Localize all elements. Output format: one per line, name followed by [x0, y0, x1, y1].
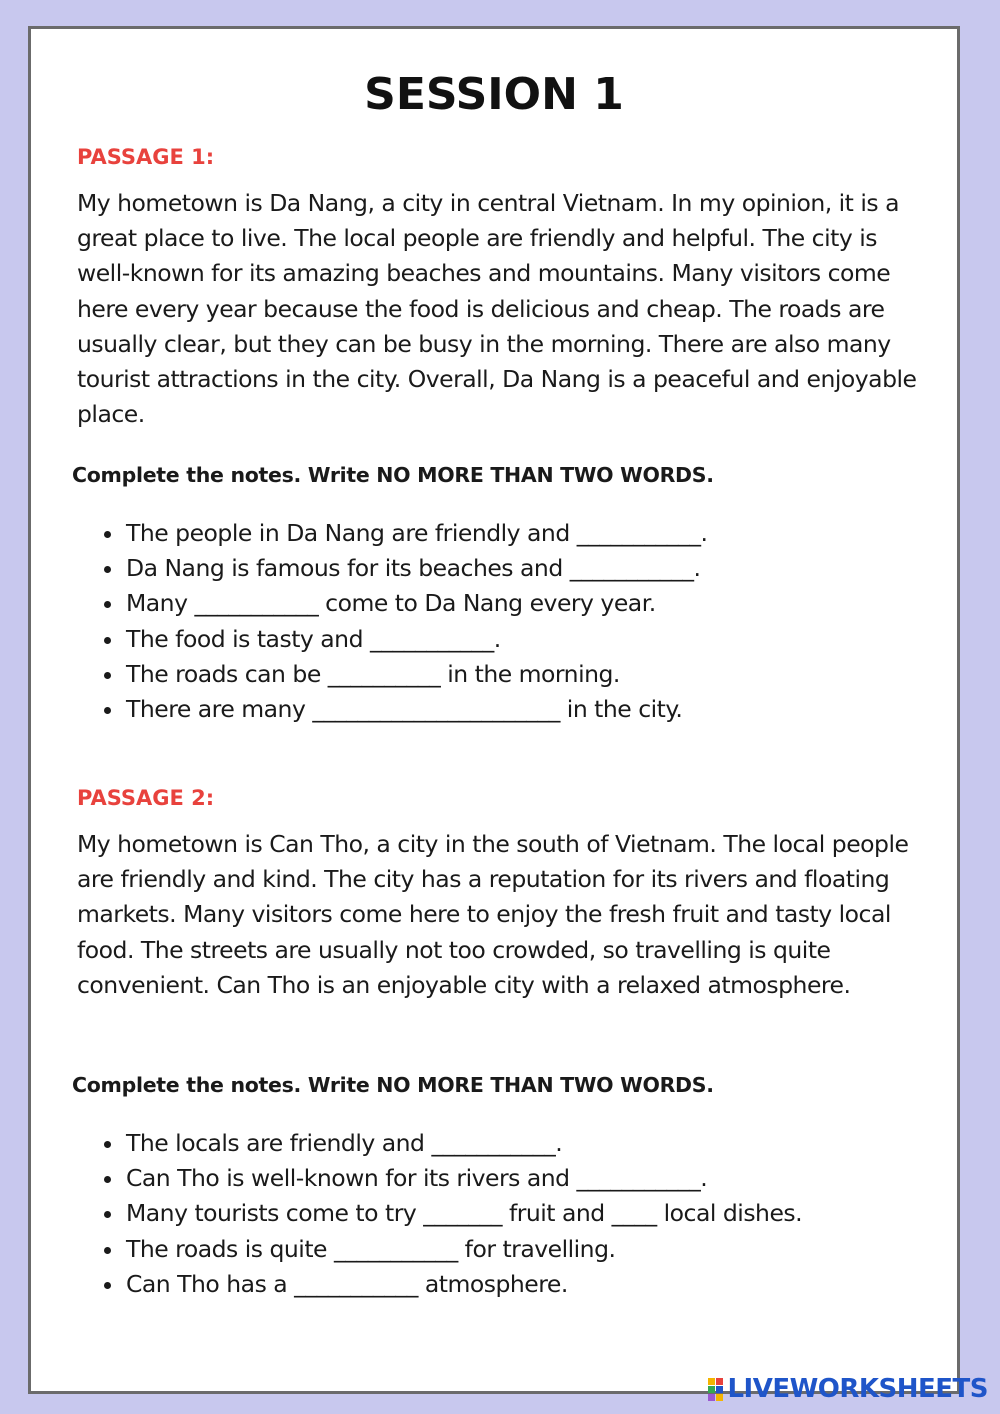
- bullet-icon: [104, 672, 111, 679]
- bullet-icon: [104, 637, 111, 644]
- bullet-icon: [104, 1247, 111, 1254]
- note-item: [101, 1126, 802, 1161]
- note-text: The roads can be __________ in the morning.: [126, 659, 620, 688]
- note-text: The roads is quite ___________ for travelling.: [126, 1234, 616, 1263]
- passage-1-heading: PASSAGE 1:: [77, 145, 215, 169]
- note-text: Da Nang is famous for its beaches and ___________.: [126, 554, 701, 583]
- note-text: Can Tho has a ___________ atmosphere.: [126, 1269, 568, 1298]
- note-item: [101, 622, 707, 657]
- bullet-icon: [104, 531, 111, 538]
- bullet-icon: [104, 707, 111, 714]
- passage-1-notes: [101, 516, 707, 727]
- note-item: [101, 551, 707, 586]
- brand-name: LIVEWORKSHEETS: [727, 1374, 988, 1404]
- note-text: There are many ______________________ in the city.: [126, 695, 683, 724]
- bullet-icon: [104, 601, 111, 608]
- note-text: Many tourists come to try _______ fruit and ____ local dishes.: [126, 1199, 803, 1228]
- note-item: [101, 692, 707, 727]
- passage-2-text: My hometown is Can Tho, a city in the south of Vietnam. The local people are friendly and kind. The city has a reputation for its rivers and floating markets. Many visitors come here to enjoy the fresh fruit and tasty local food. The streets are usually not too crowded, so travelling is quite convenient. Can Tho is an enjoyable city with a relaxed atmosphere.: [77, 830, 909, 999]
- bullet-icon: [104, 1282, 111, 1289]
- page-title: SESSION 1: [364, 69, 624, 120]
- note-text: Many ___________ come to Da Nang every year.: [126, 589, 656, 618]
- bullet-icon: [104, 566, 111, 573]
- liveworksheets-logo[interactable]: [708, 1374, 988, 1404]
- note-text: The people in Da Nang are friendly and ___________.: [126, 519, 708, 547]
- passage-2-heading: PASSAGE 2:: [77, 786, 215, 810]
- note-item: [101, 657, 707, 692]
- liveworksheets-logo-icon: [708, 1378, 723, 1401]
- note-text: The food is tasty and ___________.: [126, 624, 501, 653]
- note-item: [101, 1196, 802, 1231]
- bullet-icon: [104, 1176, 111, 1183]
- passage-1-text: My hometown is Da Nang, a city in central Vietnam. In my opinion, it is a great place to live. The local people are friendly and helpful. The city is well-known for its amazing beaches and mountains. Many visitors come here every year because the food is delicious and cheap. The roads are usually clear, but they can be busy in the morning. There are also many tourist attractions in the city. Overall, Da Nang is a peaceful and enjoyable place.: [77, 189, 917, 429]
- passage-1-instruction: Complete the notes. Write NO MORE THAN TWO WORDS.: [72, 463, 714, 487]
- note-item: [101, 1232, 802, 1267]
- passage-2-instruction: Complete the notes. Write NO MORE THAN TWO WORDS.: [72, 1073, 714, 1097]
- passage-2-notes: [101, 1126, 802, 1302]
- note-text: The locals are friendly and ___________.: [126, 1129, 563, 1157]
- note-text: Can Tho is well-known for its rivers and ___________.: [126, 1164, 708, 1193]
- bullet-icon: [104, 1141, 111, 1148]
- bullet-icon: [104, 1211, 111, 1218]
- note-item: [101, 516, 707, 551]
- note-item: [101, 1161, 802, 1196]
- note-item: [101, 1267, 802, 1302]
- worksheet-page: [28, 26, 960, 1394]
- note-item: [101, 586, 707, 621]
